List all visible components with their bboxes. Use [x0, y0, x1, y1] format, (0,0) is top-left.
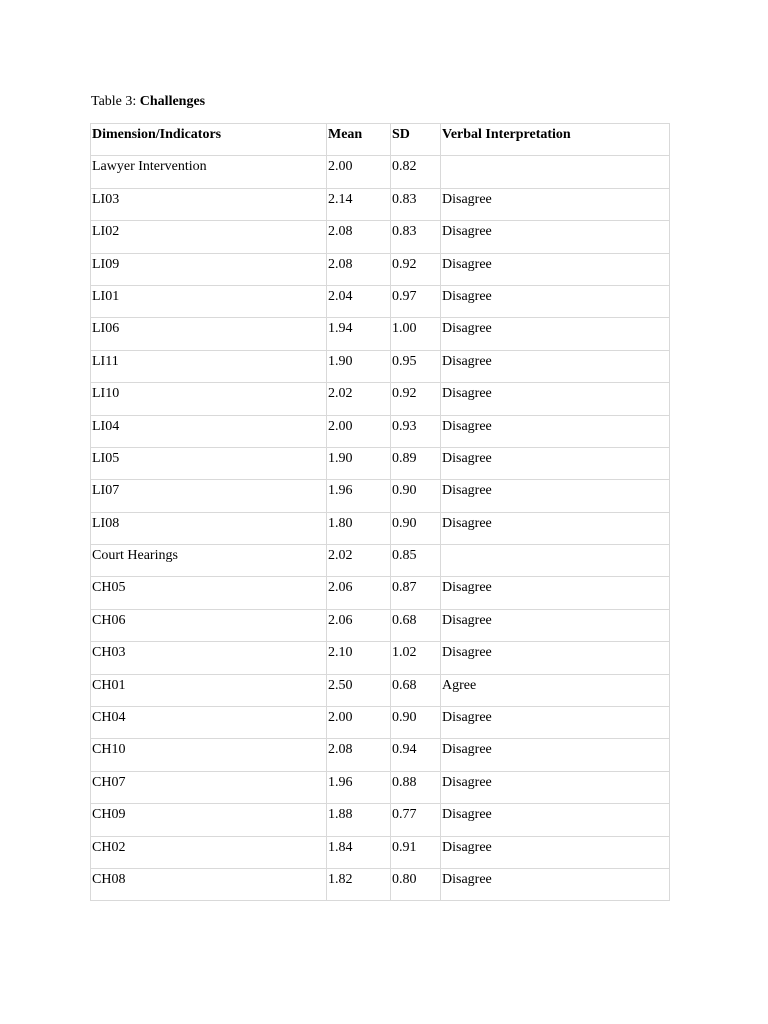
- table-caption-prefix: Table 3:: [91, 94, 140, 109]
- cell-verbal-interpretation: Disagree: [441, 480, 670, 512]
- cell-sd: 1.02: [391, 642, 441, 674]
- cell-verbal-interpretation: Disagree: [441, 609, 670, 641]
- cell-sd: 0.95: [391, 350, 441, 382]
- table-row: [91, 415, 670, 447]
- cell-verbal-interpretation: Disagree: [441, 188, 670, 220]
- table-row: [91, 707, 670, 739]
- cell-mean: 2.00: [327, 415, 391, 447]
- cell-dimension: Lawyer Intervention: [91, 156, 327, 188]
- table-row: [91, 383, 670, 415]
- cell-verbal-interpretation: Disagree: [441, 707, 670, 739]
- cell-mean: 2.06: [327, 609, 391, 641]
- cell-sd: 0.80: [391, 868, 441, 900]
- cell-mean: 2.10: [327, 642, 391, 674]
- cell-verbal-interpretation: Disagree: [441, 577, 670, 609]
- cell-verbal-interpretation: Disagree: [441, 771, 670, 803]
- cell-dimension: CH03: [91, 642, 327, 674]
- cell-verbal-interpretation: Disagree: [441, 415, 670, 447]
- table-row: [91, 480, 670, 512]
- cell-mean: 2.50: [327, 674, 391, 706]
- cell-verbal-interpretation: Disagree: [441, 221, 670, 253]
- cell-verbal-interpretation: [441, 545, 670, 577]
- cell-mean: 2.08: [327, 221, 391, 253]
- cell-sd: 0.90: [391, 512, 441, 544]
- cell-dimension: LI03: [91, 188, 327, 220]
- cell-dimension: CH08: [91, 868, 327, 900]
- cell-dimension: CH05: [91, 577, 327, 609]
- cell-dimension: CH02: [91, 836, 327, 868]
- cell-mean: 1.94: [327, 318, 391, 350]
- cell-mean: 1.90: [327, 447, 391, 479]
- cell-dimension: LI01: [91, 285, 327, 317]
- cell-sd: 0.97: [391, 285, 441, 317]
- cell-sd: 0.88: [391, 771, 441, 803]
- cell-mean: 2.02: [327, 545, 391, 577]
- cell-dimension: LI02: [91, 221, 327, 253]
- column-header-dimension: Dimension/Indicators: [91, 124, 327, 156]
- cell-mean: 2.00: [327, 156, 391, 188]
- cell-verbal-interpretation: Disagree: [441, 318, 670, 350]
- table-body: [91, 156, 670, 901]
- cell-verbal-interpretation: Disagree: [441, 447, 670, 479]
- table-row: [91, 739, 670, 771]
- cell-dimension: CH09: [91, 804, 327, 836]
- cell-sd: 0.93: [391, 415, 441, 447]
- cell-verbal-interpretation: Disagree: [441, 350, 670, 382]
- cell-dimension: LI07: [91, 480, 327, 512]
- cell-verbal-interpretation: Agree: [441, 674, 670, 706]
- cell-dimension: LI11: [91, 350, 327, 382]
- cell-sd: 0.83: [391, 188, 441, 220]
- cell-sd: 0.94: [391, 739, 441, 771]
- cell-sd: 0.83: [391, 221, 441, 253]
- table-row: [91, 674, 670, 706]
- table-row: [91, 545, 670, 577]
- cell-verbal-interpretation: Disagree: [441, 739, 670, 771]
- column-header-verbal-interpretation: Verbal Interpretation: [441, 124, 670, 156]
- cell-dimension: CH04: [91, 707, 327, 739]
- cell-sd: 0.92: [391, 253, 441, 285]
- cell-mean: 2.02: [327, 383, 391, 415]
- cell-dimension: Court Hearings: [91, 545, 327, 577]
- table-caption-title: Challenges: [139, 94, 206, 109]
- cell-mean: 1.96: [327, 480, 391, 512]
- table-row: [91, 253, 670, 285]
- cell-mean: 1.82: [327, 868, 391, 900]
- cell-verbal-interpretation: Disagree: [441, 642, 670, 674]
- table-row: [91, 318, 670, 350]
- table-row: [91, 156, 670, 188]
- table-row: [91, 285, 670, 317]
- cell-mean: 1.84: [327, 836, 391, 868]
- table-row: [91, 577, 670, 609]
- cell-dimension: CH07: [91, 771, 327, 803]
- cell-mean: 1.88: [327, 804, 391, 836]
- cell-sd: 0.92: [391, 383, 441, 415]
- cell-dimension: LI08: [91, 512, 327, 544]
- cell-sd: 0.90: [391, 480, 441, 512]
- table-row: [91, 836, 670, 868]
- cell-dimension: LI10: [91, 383, 327, 415]
- table-row: [91, 868, 670, 900]
- cell-verbal-interpretation: Disagree: [441, 804, 670, 836]
- cell-dimension: LI05: [91, 447, 327, 479]
- cell-verbal-interpretation: Disagree: [441, 836, 670, 868]
- cell-sd: 0.82: [391, 156, 441, 188]
- cell-mean: 1.96: [327, 771, 391, 803]
- cell-verbal-interpretation: Disagree: [441, 285, 670, 317]
- cell-mean: 2.14: [327, 188, 391, 220]
- cell-dimension: LI09: [91, 253, 327, 285]
- cell-dimension: LI06: [91, 318, 327, 350]
- cell-mean: 1.80: [327, 512, 391, 544]
- cell-sd: 0.77: [391, 804, 441, 836]
- table-row: [91, 188, 670, 220]
- cell-dimension: CH01: [91, 674, 327, 706]
- cell-sd: 0.68: [391, 674, 441, 706]
- column-header-mean: Mean: [327, 124, 391, 156]
- cell-mean: 1.90: [327, 350, 391, 382]
- cell-mean: 2.08: [327, 739, 391, 771]
- cell-dimension: CH10: [91, 739, 327, 771]
- cell-verbal-interpretation: Disagree: [441, 253, 670, 285]
- document-page: [90, 92, 670, 901]
- cell-verbal-interpretation: Disagree: [441, 383, 670, 415]
- challenges-table: [90, 123, 670, 901]
- cell-verbal-interpretation: [441, 156, 670, 188]
- cell-sd: 0.91: [391, 836, 441, 868]
- table-row: [91, 771, 670, 803]
- cell-sd: 0.85: [391, 545, 441, 577]
- table-row: [91, 512, 670, 544]
- cell-sd: 0.89: [391, 447, 441, 479]
- cell-mean: 2.06: [327, 577, 391, 609]
- table-row: [91, 350, 670, 382]
- cell-sd: 0.87: [391, 577, 441, 609]
- table-header-row: [91, 124, 670, 156]
- cell-mean: 2.08: [327, 253, 391, 285]
- table-row: [91, 804, 670, 836]
- cell-mean: 2.00: [327, 707, 391, 739]
- cell-mean: 2.04: [327, 285, 391, 317]
- table-row: [91, 447, 670, 479]
- cell-sd: 0.90: [391, 707, 441, 739]
- table-row: [91, 221, 670, 253]
- cell-sd: 0.68: [391, 609, 441, 641]
- table-row: [91, 642, 670, 674]
- cell-sd: 1.00: [391, 318, 441, 350]
- table-row: [91, 609, 670, 641]
- cell-dimension: LI04: [91, 415, 327, 447]
- cell-verbal-interpretation: Disagree: [441, 512, 670, 544]
- table-caption: [91, 92, 670, 112]
- cell-verbal-interpretation: Disagree: [441, 868, 670, 900]
- cell-dimension: CH06: [91, 609, 327, 641]
- column-header-sd: SD: [391, 124, 441, 156]
